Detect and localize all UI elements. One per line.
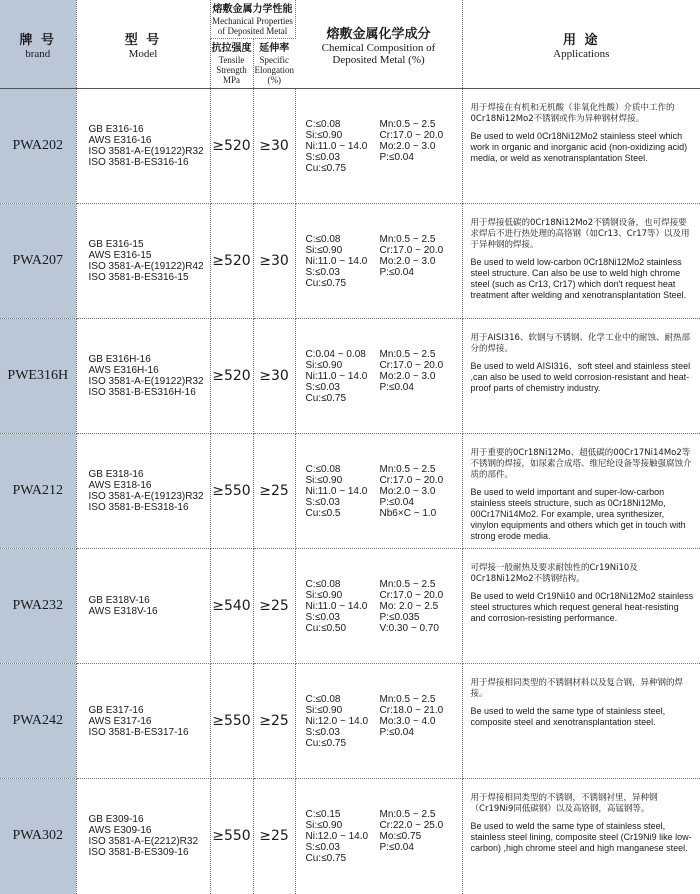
model-header-en: Model	[128, 47, 158, 60]
chem-value: Cu:≤0.75	[305, 277, 347, 289]
model-line: ISO 3581-B-ES318-16	[88, 502, 189, 513]
application-cell	[462, 779, 700, 894]
application-cell	[462, 549, 700, 664]
chem-value	[380, 853, 462, 864]
chem-value: C:≤0.08	[305, 463, 341, 475]
mech-header	[210, 0, 295, 39]
mech-header-en: Mechanical Properties of Deposited Metal	[212, 15, 293, 36]
chem-value: Mo:3.0 ~ 4.0	[379, 715, 436, 727]
elongation-header-en: Specific Elongation (%)	[254, 55, 294, 85]
model-cell	[76, 204, 210, 319]
model-line: GB E316-16	[88, 124, 144, 135]
app-header-en: Applications	[553, 47, 610, 60]
chem-value: S:≤0.03	[305, 726, 340, 738]
app-header-cn: 用 途	[563, 32, 600, 48]
chem-value: S:≤0.03	[305, 381, 340, 393]
chem-header-en: Chemical Composition of Deposited Metal (%)	[321, 41, 436, 66]
model-line: ISO 3581-A-E(19122)R32	[88, 376, 204, 387]
tensile-value: ≥550	[210, 434, 253, 549]
chem-value: Si:≤0.90	[305, 589, 343, 601]
chem-value: C:≤0.08	[305, 233, 341, 245]
application-cell	[462, 434, 700, 549]
model-header	[76, 0, 210, 89]
chem-value: P:≤0.04	[379, 266, 414, 278]
chem-value: Cr:17.0 ~ 20.0	[379, 474, 444, 486]
model-line: ISO 3581-B-ES316-16	[88, 157, 189, 168]
chem-value: Si:≤0.90	[305, 819, 343, 831]
chem-value: Cu:≤0.5	[305, 507, 341, 519]
application-cell	[462, 204, 700, 319]
chem-value: C:≤0.08	[305, 693, 341, 705]
tensile-value: ≥540	[210, 549, 253, 664]
application-en: Be used to weld the same type of stainless steel, composite steel and xenotransplantation steel.	[470, 706, 666, 727]
chem-cell	[295, 434, 462, 549]
model-cell	[76, 89, 210, 204]
model-line: GB E318-16	[88, 469, 144, 480]
chem-value: Cr:17.0 ~ 20.0	[379, 589, 444, 601]
tensile-value: ≥550	[210, 664, 253, 779]
brand-cell: PWA242	[0, 664, 76, 779]
chem-cell	[295, 319, 462, 434]
model-cell	[76, 319, 210, 434]
application-en: Be used to weld the same type of stainless steel, stainless steel lining, composite steel (Cr19Ni9 like low-carbon) ,high chrome steel and high manganese steel.	[470, 821, 692, 853]
chem-value: Ni:11.0 ~ 14.0	[305, 485, 368, 497]
model-line: AWS E316H-16	[88, 365, 159, 376]
tensile-value: ≥520	[210, 204, 253, 319]
chem-value: Mo: 2.0 ~ 2.5	[379, 600, 439, 612]
brand-header-cn: 牌 号	[19, 32, 57, 48]
brand-header-en: brand	[25, 47, 51, 60]
model-line: AWS E318-16	[88, 480, 152, 491]
elongation-value: ≥30	[253, 319, 295, 434]
chem-value: P:≤0.04	[379, 381, 414, 393]
table-row	[0, 89, 700, 204]
chem-value: Cr:17.0 ~ 20.0	[379, 244, 444, 256]
chem-value: P:≤0.04	[379, 496, 414, 508]
application-en: Be used to weld low-carbon 0Cr18Ni12Mo2 stainless steel structure. Can also be use to weld high chrome steel (such as Cr13, Cr17) which don't request heat treatment after welding and xenotransplantation Steel.	[470, 257, 687, 300]
chem-value: Mo:2.0 ~ 3.0	[379, 485, 436, 497]
chem-value: Mn:0.5 ~ 2.5	[379, 233, 436, 245]
application-en: Be used to weld important and super-low-carbon stainless steels structure, such as 0Cr18Ni12Mo, 00Cr17Ni14Mo2. For example, urea synthesizer, vinylon equipments and others which get in touch with strong erode media.	[470, 487, 686, 541]
chem-value: Ni:12.0 ~ 14.0	[305, 715, 369, 727]
chem-value: Mo:≤0.75	[379, 830, 422, 842]
chem-value: Ni:12.0 ~ 14.0	[305, 830, 369, 842]
chem-value: C:≤0.08	[305, 578, 341, 590]
model-line: ISO 3581-A-E(2212)R32	[88, 836, 199, 848]
chem-value: Ni:11.0 ~ 14.0	[305, 140, 368, 152]
table-row	[0, 549, 700, 664]
chem-grid	[306, 234, 462, 289]
chem-grid	[306, 809, 462, 864]
tensile-value: ≥520	[210, 319, 253, 434]
chem-value: P:≤0.04	[379, 841, 414, 853]
model-line: ISO 3581-B-ES316H-16	[88, 387, 196, 398]
model-line: GB E316H-16	[88, 354, 151, 365]
model-line: GB E318V-16	[88, 595, 150, 606]
chem-grid	[306, 579, 462, 634]
chem-value: Si:≤0.90	[305, 359, 343, 371]
chem-value: Si:≤0.90	[305, 474, 343, 486]
chem-value: S:≤0.03	[305, 266, 340, 278]
model-line: AWS E317-16	[88, 715, 152, 727]
model-line: AWS E316-16	[88, 135, 152, 146]
chem-value: Cr:17.0 ~ 20.0	[379, 129, 444, 141]
tensile-value: ≥550	[210, 779, 253, 894]
chem-value: Mn:0.5 ~ 2.5	[379, 578, 436, 590]
model-line: ISO 3581-A-E(19122)R32	[88, 146, 204, 157]
chem-value: Ni:11.0 ~ 14.0	[305, 370, 368, 382]
model-line: ISO 3581-A-E(19123)R32	[88, 491, 204, 502]
chem-value: C:0.04 ~ 0.08	[305, 348, 366, 360]
chem-value: Mn:0.5 ~ 2.5	[379, 693, 436, 705]
tensile-value: ≥520	[210, 89, 253, 204]
elongation-value: ≥25	[253, 434, 295, 549]
chem-grid	[306, 694, 462, 749]
model-line: GB E317-16	[88, 704, 144, 716]
chem-value	[380, 163, 462, 174]
chem-value: Mo:2.0 ~ 3.0	[379, 255, 436, 267]
application-cell	[462, 664, 700, 779]
model-cell	[76, 434, 210, 549]
chem-value: Si:≤0.90	[305, 704, 343, 716]
chem-value: P:≤0.035	[379, 611, 420, 623]
application-cell	[462, 89, 700, 204]
application-cn: 用于焊接相同类型的不锈钢材料以及复合钢，异种钢的焊接。	[470, 678, 684, 699]
chem-value: Cr:17.0 ~ 20.0	[379, 359, 444, 371]
model-header-cn: 型 号	[124, 32, 162, 48]
application-cn: 用于AISI316、软钢与不锈钢、化学工业中的耐蚀、耐热部分的焊接。	[470, 333, 690, 354]
chem-grid	[306, 119, 462, 174]
chem-cell	[295, 89, 462, 204]
model-line: AWS E316-15	[88, 250, 152, 261]
table-row	[0, 664, 700, 779]
application-en: Be used to weld AISI316、soft steel and stainless steel ,can also be used to weld corrosion-resistant and heat-proof parts of chemistry industry.	[470, 361, 691, 393]
chem-value: Cu:≤0.75	[305, 737, 347, 749]
application-cn: 用于焊接在有机和无机酸（非氧化性酸）介质中工作的0Cr18Ni12Mo2不锈钢或作为异种钢材焊接。	[470, 103, 675, 124]
chem-cell	[295, 204, 462, 319]
chem-value: Ni:11.0 ~ 14.0	[305, 255, 368, 267]
model-cell	[76, 549, 210, 664]
tensile-header	[210, 39, 253, 89]
chem-value: Cu:≤0.75	[305, 392, 347, 404]
chem-value: Cu:≤0.75	[305, 162, 347, 174]
chem-value: Cu:≤0.50	[305, 622, 347, 634]
brand-cell: PWE316H	[0, 319, 76, 434]
chem-value: Cr:18.0 ~ 21.0	[379, 704, 444, 716]
chem-value: Nb6×C ~ 1.0	[379, 507, 437, 519]
application-en: Be used to weld Cr19Ni10 and 0Cr18Ni12Mo2 stainless steel structures which request general heat-resisting and corrosion-resisting performance.	[470, 591, 694, 623]
elongation-header-cn: 延伸率	[259, 43, 290, 54]
chem-cell	[295, 779, 462, 894]
chem-value: S:≤0.03	[305, 496, 340, 508]
chem-value: Si:≤0.90	[305, 244, 343, 256]
elongation-value: ≥25	[253, 549, 295, 664]
elongation-value: ≥25	[253, 779, 295, 894]
model-line: ISO 3581-A-E(19122)R42	[88, 261, 204, 272]
chem-value: Cr:22.0 ~ 25.0	[379, 819, 444, 831]
chem-value: Mn:0.5 ~ 2.5	[379, 348, 436, 360]
chem-value: C:≤0.08	[305, 118, 341, 130]
application-cn: 用于焊接低碳的0Cr18Ni12Mo2不锈钢设备，也可焊接要求焊后不进行热处理的高铬钢（如Cr13、Cr17等）以及用于异种钢的焊接。	[470, 218, 690, 250]
elongation-value: ≥25	[253, 664, 295, 779]
brand-cell: PWA202	[0, 89, 76, 204]
chem-value: Mn:0.5 ~ 2.5	[379, 808, 436, 820]
chem-value	[380, 393, 462, 404]
chem-value: Mo:2.0 ~ 3.0	[379, 370, 436, 382]
chem-value: Si:≤0.90	[305, 129, 343, 141]
elongation-value: ≥30	[253, 204, 295, 319]
brand-header	[0, 0, 76, 89]
app-header	[462, 0, 700, 89]
chem-grid	[306, 464, 462, 519]
chem-header-cn: 熔敷金属化学成分	[326, 26, 431, 42]
model-line: GB E316-15	[88, 239, 144, 250]
chem-value: S:≤0.03	[305, 841, 340, 853]
application-cn: 可焊接一般耐热及要求耐蚀性的Cr19Ni10及0Cr18Ni12Mo2不锈钢结构。	[470, 563, 638, 584]
application-cell	[462, 319, 700, 434]
elongation-value: ≥30	[253, 89, 295, 204]
chem-value: Ni:11.0 ~ 14.0	[305, 600, 368, 612]
chem-grid	[306, 349, 462, 404]
chem-value: C:≤0.15	[305, 808, 341, 820]
application-en: Be used to weld 0Cr18Ni12Mo2 stainless steel which work in organic and inorganic acid (non-oxidizing acid) media, or weld as xenotransplantation Steel.	[470, 131, 688, 163]
application-cn: 用于焊接相同类型的不锈钢，不锈钢衬里，异种钢（Cr19Ni9同低碳钢）以及高铬钢，高锰钢等。	[470, 793, 658, 814]
chem-value: Mn:0.5 ~ 2.5	[379, 118, 436, 130]
chem-value: V:0.30 ~ 0.70	[379, 622, 439, 634]
table-row	[0, 779, 700, 894]
model-line: ISO 3581-B-ES309-16	[88, 847, 189, 859]
model-line: GB E309-16	[88, 814, 144, 826]
chem-value	[380, 738, 462, 749]
model-cell	[76, 664, 210, 779]
brand-cell: PWA232	[0, 549, 76, 664]
brand-cell: PWA212	[0, 434, 76, 549]
chem-value: P:≤0.04	[379, 151, 414, 163]
mech-header-cn: 熔敷金属力学性能	[212, 3, 293, 15]
brand-cell: PWA302	[0, 779, 76, 894]
model-line: ISO 3581-B-ES316-15	[88, 272, 189, 283]
chem-value: S:≤0.03	[305, 151, 340, 163]
model-cell	[76, 779, 210, 894]
application-cn: 用于重要的0Cr18Ni12Mo、超低碳的00Cr17Ni14Mo2等不锈钢的焊接，如尿素合成塔、维尼纶设备等接触强腐蚀介质的部件。	[470, 448, 692, 480]
chem-value: P:≤0.04	[379, 726, 414, 738]
model-line: AWS E318V-16	[88, 606, 158, 617]
chem-value: Cu:≤0.75	[305, 852, 347, 864]
table-row	[0, 204, 700, 319]
tensile-header-en: Tensile Strength MPa	[216, 55, 247, 85]
model-line: AWS E309-16	[88, 825, 152, 837]
brand-cell: PWA207	[0, 204, 76, 319]
chem-cell	[295, 549, 462, 664]
table-row	[0, 434, 700, 549]
model-line: ISO 3581-B-ES317-16	[88, 726, 189, 738]
elongation-header	[253, 39, 295, 89]
chem-value	[380, 278, 462, 289]
chem-header	[295, 0, 462, 89]
chem-value: S:≤0.03	[305, 611, 340, 623]
table-row	[0, 319, 700, 434]
tensile-header-cn: 抗拉强度	[211, 43, 252, 54]
chem-value: Mo:2.0 ~ 3.0	[379, 140, 436, 152]
chem-value: Mn:0.5 ~ 2.5	[379, 463, 436, 475]
chem-cell	[295, 664, 462, 779]
